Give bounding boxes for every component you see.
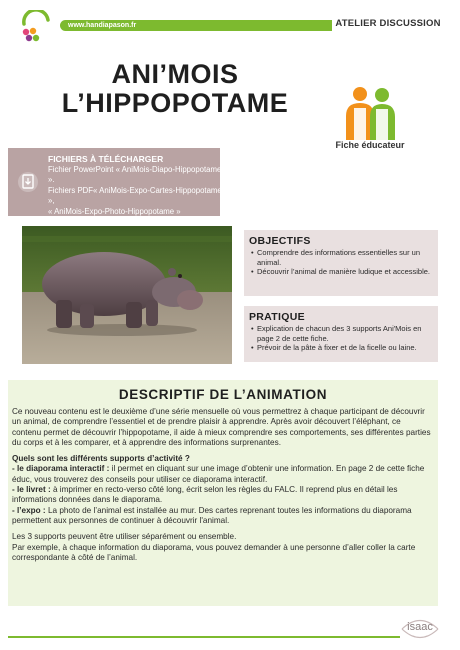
downloads-text: [48, 154, 226, 228]
isaac-logo: [398, 616, 442, 642]
support-label: - le diaporama interactif :: [12, 464, 110, 474]
title-line-2: L’HIPPOPOTAME: [61, 88, 289, 118]
site-url[interactable]: www.handiapason.fr: [68, 22, 137, 29]
page-title: [60, 60, 290, 118]
objectifs-box: [244, 230, 438, 296]
description-intro: Ce nouveau contenu est le deuxième d’une série mensuelle où vous permettrez à chaque participant de découvrir un animal, de comprendre l’essentiel et de prendre plaisir à apprendre. Après avoir découvert l’éléphant, ce contenu permet de découvrir l’hippopotame, il aide à mieux comprendre ses comportements, ses différentes parties du corps et à les comparer, et à apprendre des informations surprenantes.: [12, 407, 431, 447]
support-text: il permet en cliquant sur une image d’obtenir une information. En page 2 de cette fiche éduc, vous trouverez des conseils pour utiliser ce diaporama interactif.: [12, 464, 425, 484]
pratique-box: [244, 306, 438, 362]
fiche-educateur-label: Fiche éducateur: [335, 140, 405, 150]
description-box: [8, 380, 438, 606]
support-item: [12, 506, 432, 527]
closing-line-1: Les 3 supports peuvent être utiliser séparément ou ensemble.: [12, 532, 237, 542]
pratique-title: PRATIQUE: [249, 311, 305, 323]
support-text: La photo de l’animal est installée au mur. Des cartes reprenant toutes les informations du diaporama permettent aux personnes de continuer à découvrir l'animal.: [12, 505, 412, 525]
download-line-1[interactable]: Fichier PowerPoint « AniMois-Diapo-Hippopotame ».: [48, 164, 222, 184]
handiapason-logo: [18, 10, 52, 46]
downloads-box: [8, 148, 222, 226]
description-body: [12, 407, 432, 563]
support-item: [12, 464, 432, 485]
pratique-list: [244, 324, 438, 353]
educator-figure-icon: [338, 86, 402, 142]
support-label: - l’expo :: [12, 505, 46, 515]
title-line-1: ANI’MOIS: [111, 59, 239, 89]
atelier-tag: ATELIER DISCUSSION: [332, 14, 444, 34]
list-item: • Comprendre des informations essentielles sur un animal.: [251, 248, 432, 267]
download-line-4[interactable]: et « Livret-Hippopotame ».: [48, 217, 140, 226]
download-line-3[interactable]: « AniMois-Expo-Photo-Hippopotame »: [48, 206, 181, 216]
list-item: • Découvrir l’animal de manière ludique et accessible.: [251, 267, 432, 277]
support-item: [12, 485, 432, 506]
download-line-2[interactable]: Fichiers PDF« AniMois-Expo-Cartes-Hippopotame »,: [48, 185, 222, 205]
support-text: à imprimer en recto-verso côté long, écrit selon les règles du FALC. Il reprend plus en détail les informations données dans le diaporama.: [12, 485, 398, 505]
supports-question: Quels sont les différents supports d’activité ?: [12, 454, 190, 464]
closing-line-2: Par exemple, à chaque information du diaporama, vous pouvez demander à une personne d’aller coller la carte correspondante à côté de l’animal.: [12, 542, 416, 562]
list-item: • Prévoir de la pâte à fixer et de la ficelle ou laine.: [251, 343, 432, 353]
document-download-icon: [18, 172, 38, 192]
objectifs-list: [244, 248, 438, 277]
list-item: • Explication de chacun des 3 supports Ani'Mois en page 2 de cette fiche.: [251, 324, 432, 343]
footer-line: [8, 636, 400, 638]
hippopotamus-photo: [22, 226, 232, 364]
support-label: - le livret :: [12, 485, 51, 495]
downloads-heading: FICHIERS À TÉLÉCHARGER: [48, 154, 164, 164]
objectifs-title: OBJECTIFS: [249, 235, 311, 247]
isaac-brand: isaac: [407, 621, 433, 633]
description-title: DESCRIPTIF DE L’ANIMATION: [118, 387, 328, 402]
